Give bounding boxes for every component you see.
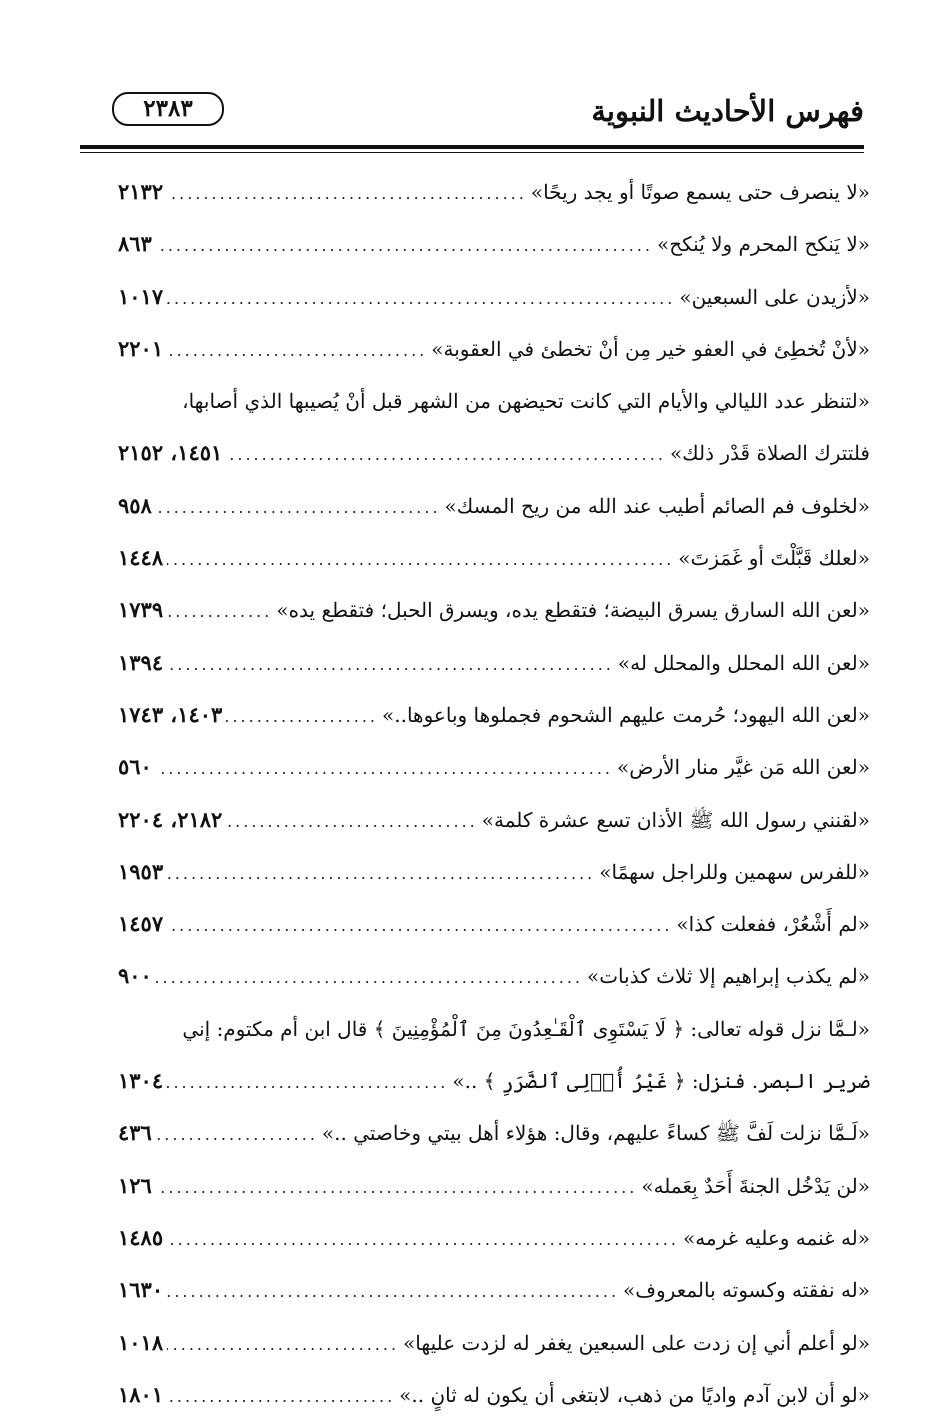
hadith-text: «لا ينصرف حتى يسمع صوتًا أو يجد ريحًا» <box>530 180 870 204</box>
index-entry <box>118 1166 870 1218</box>
hadith-text: «لعن الله اليهود؛ حُرمت عليهم الشحوم فجملوها وباعوها..» <box>382 702 870 727</box>
hadith-text: «لو أعلم أني إن زدت على السبعين يغفر له لزدت عليها» <box>403 1330 870 1355</box>
hadith-text: «لم يكذب إبراهيم إلا ثلاث كذبات» <box>586 964 870 989</box>
index-entry <box>118 538 870 590</box>
index-entry <box>118 800 870 852</box>
index-entry <box>118 904 870 956</box>
hadith-text: «لخلوف فم الصائم أطيب عند الله من ريح المسك» <box>444 493 870 518</box>
index-entry <box>118 277 870 329</box>
reference-number: ١٤٨٥ <box>118 1224 164 1250</box>
dot-leader <box>226 697 378 737</box>
index-entry <box>118 1218 870 1270</box>
reference-number: ٤٣٦ <box>118 1120 152 1146</box>
dot-leader <box>156 958 583 998</box>
hadith-text: «له غنمه وعليه غرمه» <box>682 1225 870 1250</box>
hadith-text: «لَـمَّا نزلت لَفَّ ﷺ كساءً عليهم، وقال: هؤلاء أهل بيتي وخاصتي ..» <box>321 1121 870 1146</box>
index-entry <box>118 590 870 642</box>
dot-leader <box>156 1115 318 1155</box>
hadith-text: «لن يَدْخُل الجنةَ أَحَدٌ بِعَمله» <box>641 1173 870 1198</box>
dot-leader <box>167 1325 399 1365</box>
page-number-badge: ٢٣٨٣ <box>112 92 224 126</box>
index-entry <box>118 643 870 695</box>
dot-leader <box>156 226 653 266</box>
reference-number: ١٢٦ <box>118 1172 152 1198</box>
index-entry-continued: «لـمَّا نزل قوله تعالى: ﴿ لَا يَسْتَوِى ٱلْقَـٰعِدُونَ مِنَ ٱلْمُؤْمِنِينَ ﴾ قال ابن أم مكتوم: إني <box>182 1016 870 1041</box>
hadith-text: «لقنني رسول الله ﷺ الأذان تسع عشرة كلمة» <box>481 807 870 832</box>
hadith-text: «للفرس سهمين وللراجل سهمًا» <box>599 859 870 884</box>
index-entry <box>118 1061 870 1113</box>
reference-number: ٨٦٣ <box>118 231 152 257</box>
hadith-text: «له نفقته وكسوته بالمعروف» <box>623 1278 870 1303</box>
running-title: فهرس الأحاديث النبوية <box>591 94 864 128</box>
index-entry <box>118 747 870 799</box>
index-entry <box>118 1270 870 1322</box>
reference-number: ١٨٠١ <box>118 1381 164 1407</box>
index-entry-continued: «لتنظر عدد الليالي والأيام التي كانت تحيضهن من الشهر قبل أنْ يُصيبها الذي أصابها، <box>182 389 870 414</box>
index-entry <box>118 1323 870 1375</box>
hadith-text: ضرير البصر. فنزل: ﴿ غَيْرُ أُو۟لِى ٱلضَّرَرِ ﴾ ..» <box>452 1069 870 1094</box>
index-entry <box>118 852 870 904</box>
dot-leader <box>167 1063 448 1103</box>
hadith-text: «لعن الله المحلل والمحلل له» <box>617 650 870 675</box>
dot-leader <box>167 1272 619 1312</box>
reference-number: ١٣٩٤ <box>118 649 164 675</box>
hadith-text: «لأزيدن على السبعين» <box>679 284 870 309</box>
reference-number: ٢٢٠١ <box>118 335 164 361</box>
reference-number: ٩٥٨ <box>118 492 152 518</box>
hadith-text: «لعن الله مَن غيَّر منار الأرض» <box>617 755 870 780</box>
dot-leader <box>226 802 477 842</box>
header-rule <box>80 145 864 149</box>
dot-leader <box>167 906 672 946</box>
page-header <box>112 80 864 134</box>
reference-number: ١٧٣٩ <box>118 597 164 623</box>
dot-leader <box>167 854 595 894</box>
hadith-text: فلتترك الصلاة قَدْر ذلك» <box>669 441 870 466</box>
dot-leader <box>167 645 614 685</box>
reference-number: ١٩٥٣ <box>118 858 164 884</box>
dot-leader <box>167 1377 395 1417</box>
dot-leader <box>156 488 441 528</box>
index-entry <box>118 1375 870 1427</box>
reference-number: ١٣٠٤ <box>118 1068 164 1094</box>
reference-number: ٢١٣٢ <box>118 179 164 204</box>
hadith-text: «لعلك قَبَّلْتَ أو غَمَزتَ» <box>678 546 870 571</box>
hadith-index-list <box>118 172 870 1427</box>
hadith-text: «لعن الله السارق يسرق البيضة؛ فتقطع يده، ويسرق الحبل؛ فتقطع يده» <box>276 598 870 623</box>
hadith-text: «لم أَشْعُرْ، ففعلت كذا» <box>676 912 870 937</box>
reference-number: ٩٠٠ <box>118 963 152 989</box>
index-entry <box>118 956 870 1008</box>
dot-leader <box>156 1168 638 1208</box>
dot-leader <box>167 174 527 214</box>
hadith-text: «لأنْ تُخطِئ في العفو خير مِن أنْ تخطئ في العقوبة» <box>431 336 870 361</box>
index-entry <box>118 486 870 538</box>
index-entry <box>118 172 870 224</box>
dot-leader <box>167 279 675 319</box>
reference-number: ١٤٠٣، ١٧٤٣ <box>118 701 223 727</box>
dot-leader <box>167 592 272 632</box>
hadith-text: «لا يَنكح المحرم ولا يُنكح» <box>656 232 870 257</box>
index-entry <box>118 1113 870 1165</box>
index-entry <box>118 433 870 485</box>
dot-leader <box>167 331 427 371</box>
reference-number: ١٦٣٠ <box>118 1277 164 1303</box>
dot-leader <box>167 1220 679 1260</box>
reference-number: ١٤٥٧ <box>118 911 164 937</box>
index-entry <box>118 329 870 381</box>
reference-number: ١٤٤٨ <box>118 545 164 571</box>
dot-leader <box>156 749 613 789</box>
index-entry <box>118 695 870 747</box>
index-entry <box>118 224 870 276</box>
reference-number: ١٠١٧ <box>118 283 164 309</box>
hadith-text: «لو أن لابن آدم واديًا من ذهب، لابتغى أن يكون له ثانٍ ..» <box>399 1382 870 1407</box>
reference-number: ١٠١٨ <box>118 1329 164 1355</box>
dot-leader <box>226 435 666 475</box>
reference-number: ٥٦٠ <box>118 754 152 780</box>
dot-leader <box>167 540 674 580</box>
reference-number: ١٤٥١، ٢١٥٢ <box>118 440 223 466</box>
header-rule-thin <box>80 152 864 153</box>
reference-number: ٢١٨٢، ٢٢٠٤ <box>118 806 223 832</box>
